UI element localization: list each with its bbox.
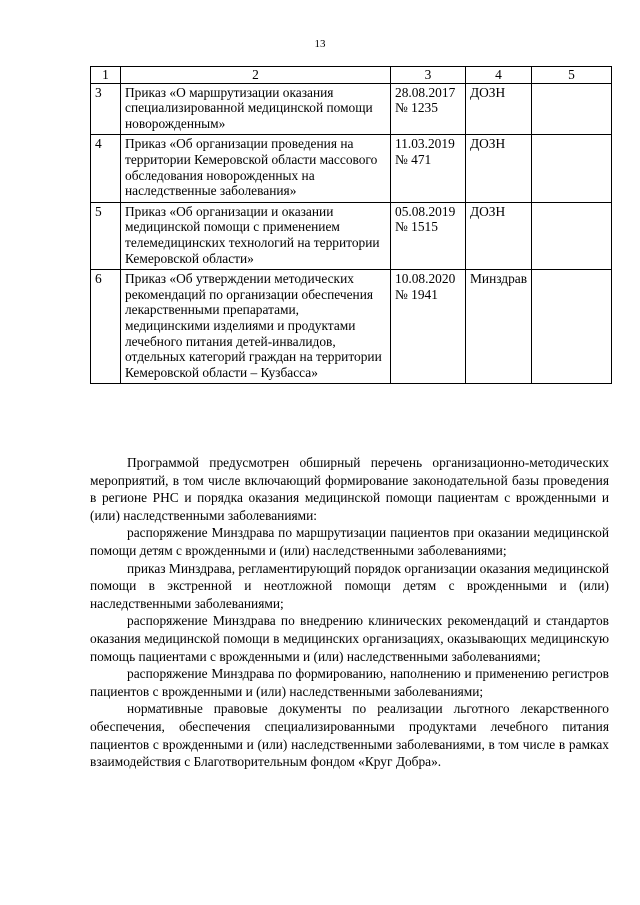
table-header-row xyxy=(91,67,612,84)
table-header-cell: 2 xyxy=(121,67,391,84)
document-title-cell: Приказ «Об утверждении методических рекомендаций по организации обеспечения лекарственными препаратами, медицинскими изделиями и продуктами лечебного питания детей-инвалидов, отдельных категорий граждан на территории Кемеровской области – Кузбасса» xyxy=(121,270,391,384)
row-number-cell: 4 xyxy=(91,135,121,202)
table-row xyxy=(91,135,612,202)
note-cell xyxy=(532,83,612,135)
note-cell xyxy=(532,202,612,269)
table-row xyxy=(91,83,612,135)
list-paragraph: нормативные правовые документы по реализации льготного лекарственного обеспечения, обеспечения специализированными продуктами лечебного питания пациентов с врожденными и (или) наследственными заболеваниями, в том числе в рамках взаимодействия с Благотворительным фондом «Круг Добра». xyxy=(90,701,609,770)
list-paragraph: распоряжение Минздрава по формированию, наполнению и применению регистров пациентов с врожденными и (или) наследственными заболеваниями; xyxy=(90,666,609,699)
issuer-cell: ДОЗН xyxy=(466,202,532,269)
date-number-cell: 10.08.2020 № 1941 xyxy=(391,270,466,384)
list-paragraph: распоряжение Минздрава по маршрутизации пациентов при оказании медицинской помощи детям с врожденными и (или) наследственными заболеваниями; xyxy=(90,525,609,558)
issuer-cell: ДОЗН xyxy=(466,135,532,202)
table-row xyxy=(91,202,612,269)
table-row xyxy=(91,270,612,384)
table-header-cell: 1 xyxy=(91,67,121,84)
list-paragraph: распоряжение Минздрава по внедрению клинических рекомендаций и стандартов оказания медицинской помощи в медицинских организациях, оказывающих медицинскую помощь пациентами с врожденными и (или) наследственными заболеваниями; xyxy=(90,613,609,664)
issuer-cell: Минздрав xyxy=(466,270,532,384)
document-title-cell: Приказ «Об организации и оказании медицинской помощи с применением телемедицинских технологий на территории Кемеровской области» xyxy=(121,202,391,269)
page-number: 13 xyxy=(314,38,326,50)
body-text xyxy=(90,454,609,771)
intro-paragraph: Программой предусмотрен обширный перечень организационно-методических мероприятий, в том числе включающий формирование законодательной базы проведения в регионе РНС и порядка оказания медицинской помощи пациентам с врожденными и (или) наследственными заболеваниями: xyxy=(90,455,609,523)
row-number-cell: 5 xyxy=(91,202,121,269)
date-number-cell: 05.08.2019 № 1515 xyxy=(391,202,466,269)
date-number-cell: 11.03.2019 № 471 xyxy=(391,135,466,202)
document-title-cell: Приказ «О маршрутизации оказания специализированной медицинской помощи новорожденным» xyxy=(121,83,391,135)
note-cell xyxy=(532,270,612,384)
documents-table xyxy=(90,66,612,384)
table-header-cell: 5 xyxy=(532,67,612,84)
row-number-cell: 6 xyxy=(91,270,121,384)
issuer-cell: ДОЗН xyxy=(466,83,532,135)
date-number-cell: 28.08.2017 № 1235 xyxy=(391,83,466,135)
table-header-cell: 4 xyxy=(466,67,532,84)
table-header-cell: 3 xyxy=(391,67,466,84)
row-number-cell: 3 xyxy=(91,83,121,135)
note-cell xyxy=(532,135,612,202)
document-title-cell: Приказ «Об организации проведения на территории Кемеровской области массового обследования новорожденных на наследственные заболевания» xyxy=(121,135,391,202)
list-paragraph: приказ Минздрава, регламентирующий порядок организации оказания медицинской помощи в экстренной и неотложной помощи детям с врожденными и (или) наследственными заболеваниями; xyxy=(90,560,609,611)
